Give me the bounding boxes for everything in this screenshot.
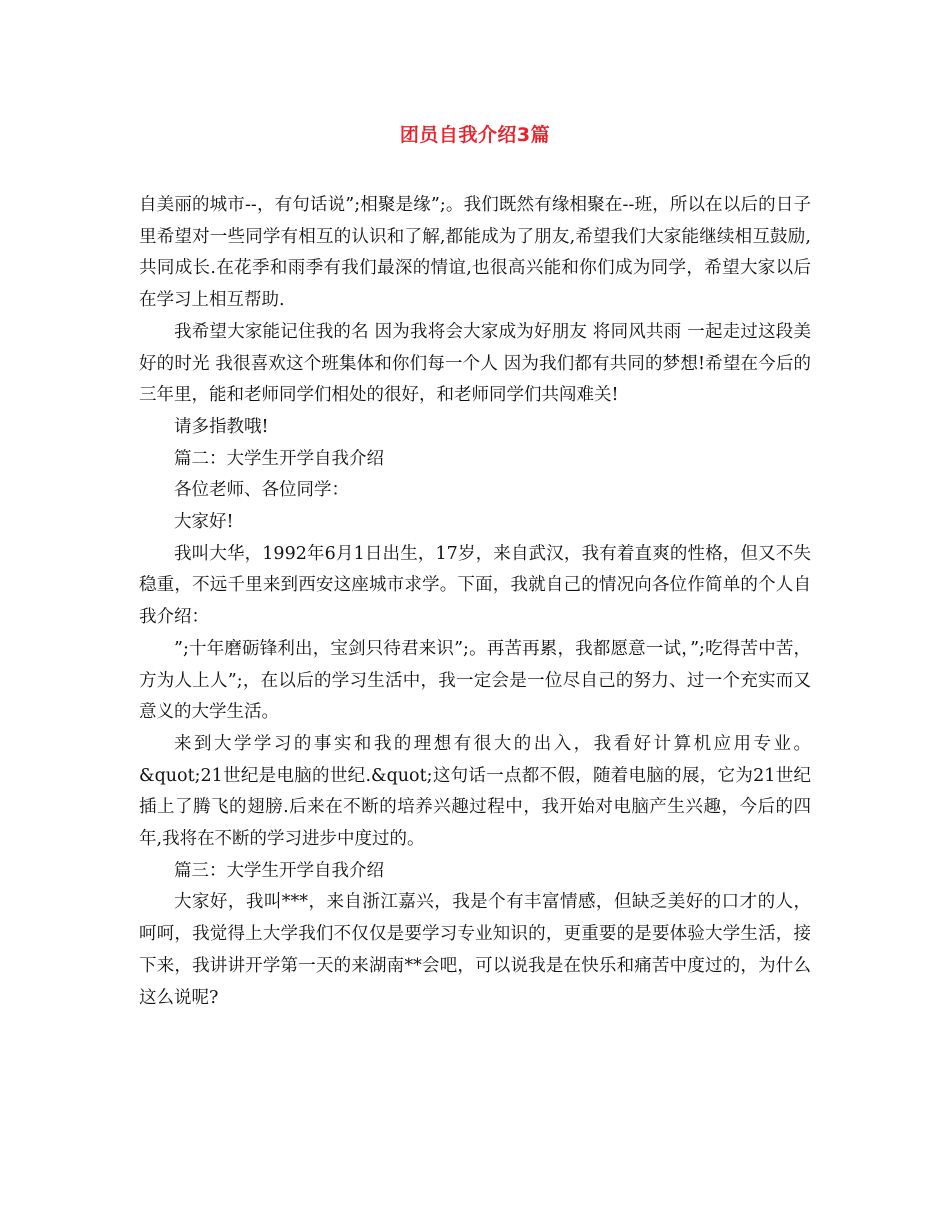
section-heading-part-two: 篇二：大学生开学自我介绍 [174,448,384,469]
paragraph-part-three-intro: 大家好，我叫***，来自浙江嘉兴，我是个有丰富情感，但缺乏美好的口才的人，呵呵，我觉得上大学我们不仅仅是要学习专业知识的，更重要的是要体验大学生活，接下来，我讲讲开学第一天的来湖南**会吧，可以说我是在快乐和痛苦中度过的，为什么这么说呢? [139,892,811,1008]
paragraph-closing: 请多指教哦! [174,416,269,437]
paragraph-salutation: 各位老师、各位同学： [174,480,349,501]
paragraph-motto: ”;十年磨砺锋利出，宝剑只待君来识”;。再苦再累，我都愿意一试，”;吃得苦中苦，方为人上人”;，在以后的学习生活中，我一定会是一位尽自己的努力、过一个充实而又意义的大学生活。 [139,638,811,723]
document-title: 团员自我介绍3篇 [399,124,551,146]
paragraph-major: 来到大学学习的事实和我的理想有很大的出入，我看好计算机应用专业。&quot;21世纪是电脑的世纪.&quot;这句话一点都不假，随着电脑的展，它为21世纪插上了腾飞的翅膀.后来在不断的培养兴趣过程中，我开始对电脑产生兴趣，今后的四年,我将在不断的学习进步中度过的。 [139,733,811,850]
paragraph-greeting: 大家好! [174,512,234,533]
document-body [139,190,811,1014]
section-heading-part-three: 篇三：大学生开学自我介绍 [174,860,384,881]
paragraph-hope: 我希望大家能记住我的名 因为我将会大家成为好朋友 将同风共雨 一起走过这段美好的时光 我很喜欢这个班集体和你们每一个人 因为我们都有共同的梦想!希望在今后的三年里，能和老师同学们相处的很好，和老师同学们共闯难关! [139,321,811,406]
paragraph-self-intro: 我叫大华，1992年6月1日出生，17岁，来自武汉，我有着直爽的性格，但又不失稳重，不远千里来到西安这座城市求学。下面，我就自己的情况向各位作简单的个人自我介绍： [139,543,811,628]
paragraph-intro-continued: 自美丽的城市--，有句话说”;相聚是缘”;。我们既然有缘相聚在--班，所以在以后的日子里希望对一些同学有相互的认识和了解,都能成为了朋友,希望我们大家能继续相互鼓励,共同成长.在花季和雨季有我们最深的情谊,也很高兴能和你们成为同学，希望大家以后在学习上相互帮助. [139,195,811,311]
